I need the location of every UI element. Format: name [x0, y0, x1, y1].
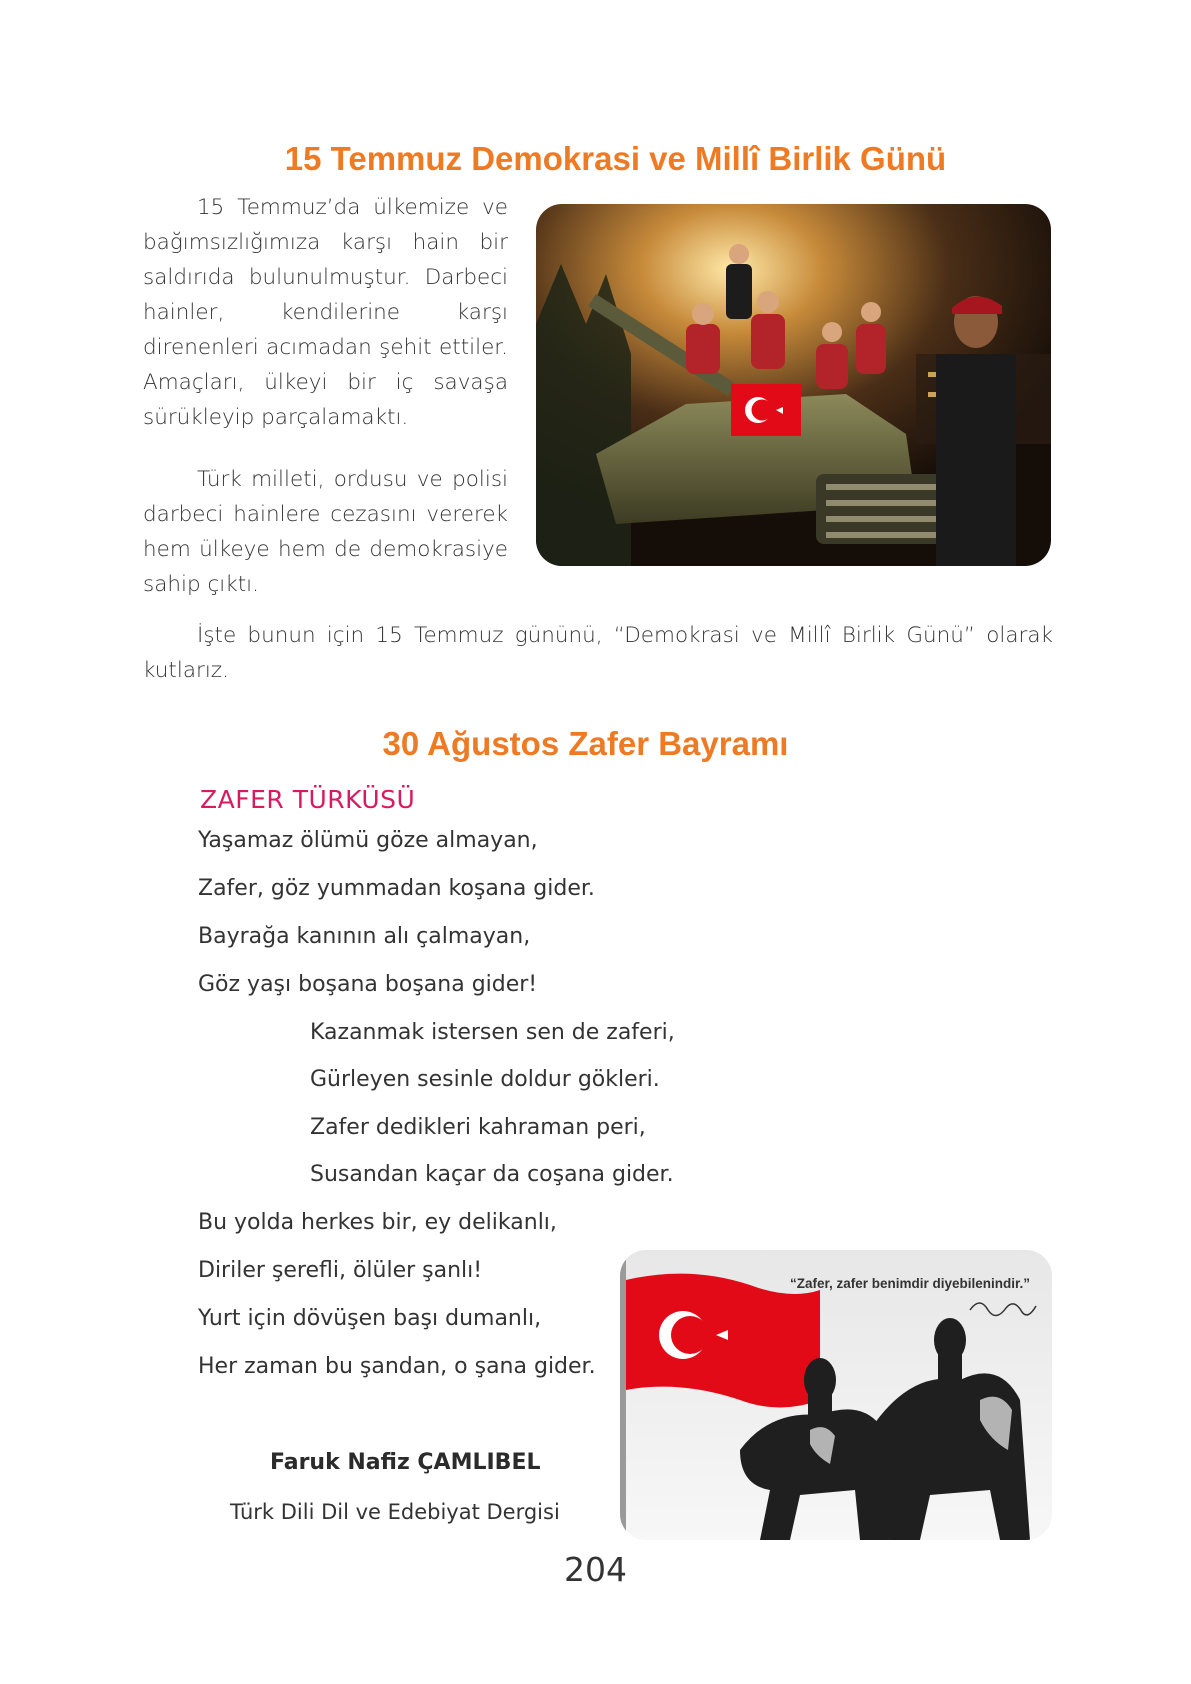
poem-line: Göz yaşı boşana boşana gider!	[198, 972, 538, 997]
poem-line: Yaşamaz ölümü göze almayan,	[198, 828, 538, 853]
poem-line: Zafer, göz yummadan koşana gider.	[198, 876, 595, 901]
ataturk-quote: “Zafer, zafer benimdir diyebilenindir.”	[790, 1276, 1031, 1291]
tank-night-photo	[536, 204, 1051, 566]
poem-line: Zafer dedikleri kahraman peri,	[310, 1115, 646, 1140]
section-title-15-temmuz: 15 Temmuz Demokrasi ve Millî Birlik Günü	[284, 140, 947, 177]
poem-line: Her zaman bu şandan, o şana gider.	[198, 1354, 596, 1379]
poem-line: Kazanmak istersen sen de zaferi,	[310, 1020, 675, 1045]
poem-source: Türk Dili Dil ve Edebiyat Dergisi	[230, 1500, 560, 1524]
poem-line: Bu yolda herkes bir, ey delikanlı,	[198, 1210, 557, 1235]
poem-line: Gürleyen sesinle doldur gökleri.	[310, 1067, 660, 1092]
ataturk-flag-image	[620, 1250, 1052, 1540]
paragraph-2: Türk milleti, ordusu ve polisi darbeci hainlere cezasını vererek hem ülkeye hem de demokrasiye sahip çıktı.	[143, 467, 508, 597]
tank-night-illustration	[536, 204, 1051, 566]
paragraph-3: İşte bunun için 15 Temmuz gününü, “Demokrasi ve Millî Birlik Günü” olarak kutlarız.	[143, 623, 1053, 683]
poem-line: Yurt için dövüşen başı dumanlı,	[198, 1306, 542, 1331]
page-number: 204	[564, 1550, 627, 1589]
poem-line: Bayrağa kanının alı çalmayan,	[198, 924, 531, 949]
turkish-flag-small	[731, 384, 801, 436]
paragraph-1: 15 Temmuz’da ülkemize ve bağımsızlığımıza karşı hain bir saldırıda bulunulmuştur. Darbeci hainler, kendilerine karşı direnenleri acımadan şehit ettiler. Amaçları, ülkeyi bir iç savaşa sürükleyip parçalamaktı.	[143, 195, 508, 430]
poem-line: Susandan kaçar da coşana gider.	[310, 1162, 674, 1187]
poem-line: Diriler şerefli, ölüler şanlı!	[198, 1258, 483, 1283]
poem-title: ZAFER TÜRKÜSÜ	[200, 785, 416, 814]
section-title-30-agustos: 30 Ağustos Zafer Bayramı	[382, 725, 789, 762]
poem-author: Faruk Nafiz ÇAMLIBEL	[270, 1450, 541, 1475]
ataturk-flag-illustration	[620, 1250, 1052, 1540]
